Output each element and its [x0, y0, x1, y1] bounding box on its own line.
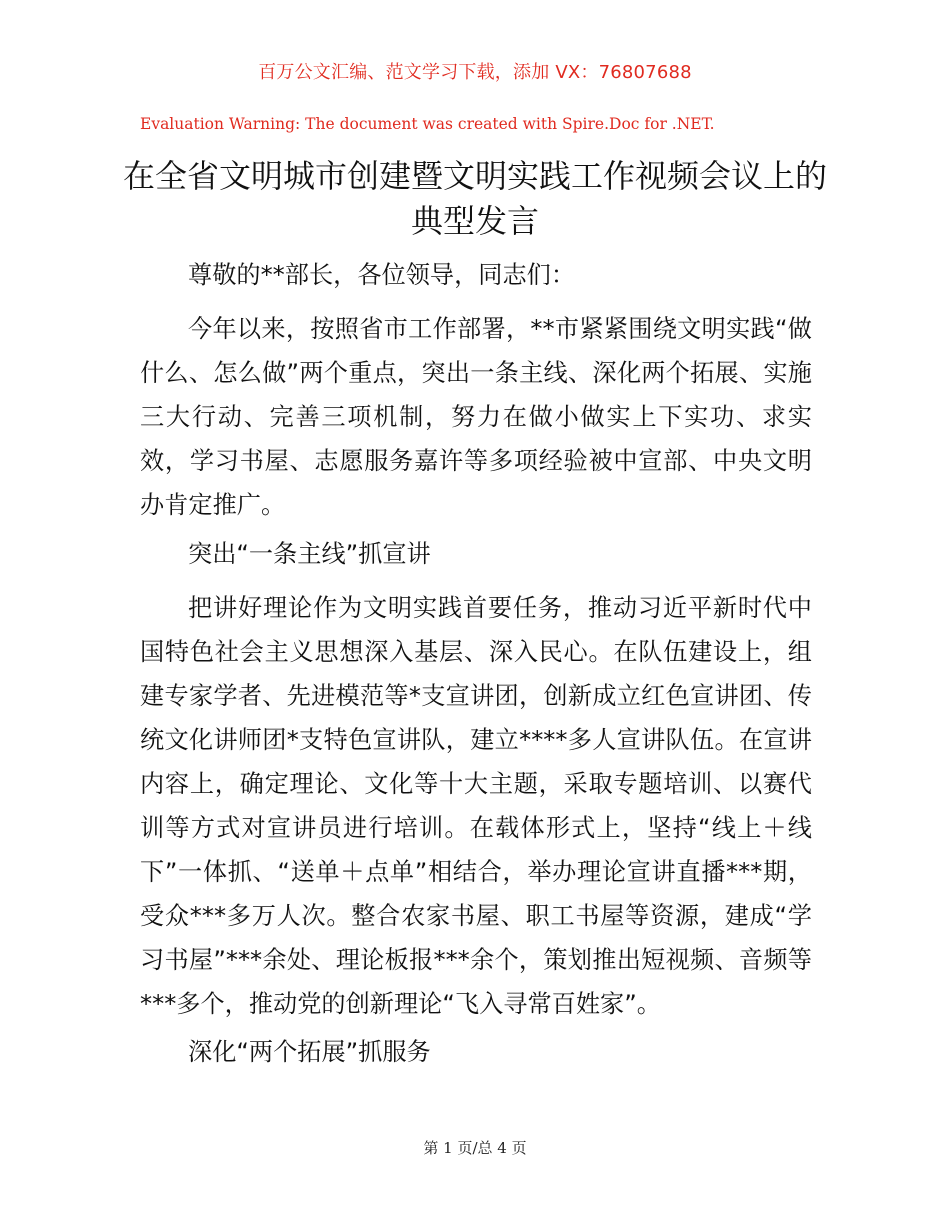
document-title: 在全省文明城市创建暨文明实践工作视频会议上的典型发言	[122, 157, 827, 240]
paragraph-2	[140, 586, 812, 1026]
paragraph-1-text: 今年以来，按照省市工作部署，**市紧紧围绕文明实践“做什么、怎么做”两个重点，突出一条主线、深化两个拓展、实施三大行动、完善三项机制，努力在做小做实上下实功、求实效，学习书屋、志愿服务嘉许等多项经验被中宣部、中央文明办肯定推广。	[140, 315, 812, 519]
section-heading-1	[140, 532, 812, 576]
section-heading-2	[140, 1030, 812, 1074]
salutation-text: 尊敬的**部长，各位领导，同志们：	[188, 261, 576, 289]
section-heading-1-text: 突出“一条主线”抓宣讲	[188, 540, 431, 568]
evaluation-warning: Evaluation Warning: The document was created with Spire.Doc for .NET.	[140, 115, 715, 133]
paragraph-2-text: 把讲好理论作为文明实践首要任务，推动习近平新时代中国特色社会主义思想深入基层、深入民心。在队伍建设上，组建专家学者、先进模范等*支宣讲团，创新成立红色宣讲团、传统文化讲师团*支特色宣讲队，建立****多人宣讲队伍。在宣讲内容上，确定理论、文化等十大主题，采取专题培训、以赛代训等方式对宣讲员进行培训。在载体形式上，坚持“线上＋线下”一体抓、“送单＋点单”相结合，举办理论宣讲直播***期，受众***多万人次。整合农家书屋、职工书屋等资源，建成“学习书屋”***余处、理论板报***余个，策划推出短视频、音频等***多个，推动党的创新理论“飞入寻常百姓家”。	[140, 594, 812, 1018]
paragraph-1	[140, 307, 812, 527]
salutation	[140, 253, 812, 297]
page-footer: 第 1 页/总 4 页	[423, 1139, 527, 1157]
section-heading-2-text: 深化“两个拓展”抓服务	[188, 1038, 431, 1066]
header-banner: 百万公文汇编、范文学习下载，添加 VX：76807688	[258, 62, 692, 83]
